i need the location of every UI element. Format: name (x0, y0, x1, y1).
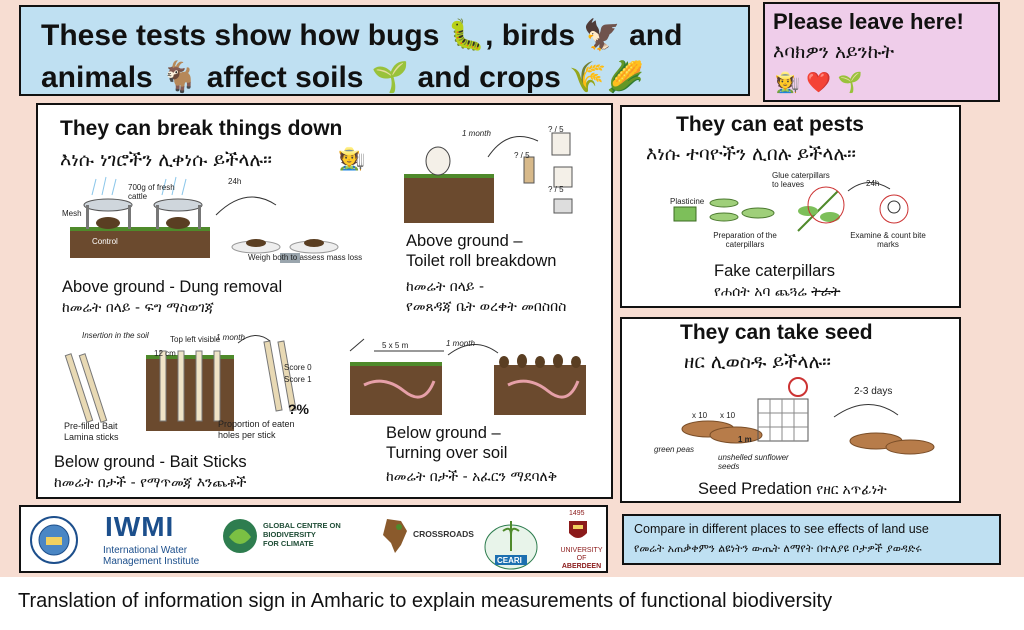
fig-x10-a: x 10 (692, 411, 708, 420)
leave-amharic: እባክዎን አይንኩት (773, 41, 895, 63)
fig-proportion-label: Proportion of eaten holes per stick (218, 419, 295, 440)
pests-amharic: እነሱ ተባዮችን ሊበሉ ይችላሉ። (646, 143, 856, 165)
aberdeen-text-1: UNIVERSITY OF (560, 547, 603, 562)
fig-score-3: ? / 5 (548, 185, 564, 194)
bait-label: Below ground - Bait Sticks (54, 453, 247, 471)
soil-label-1: Below ground – (386, 424, 501, 442)
break-down-heading: They can break things down (60, 117, 343, 140)
seed-amharic: ዘር ሊወስዱ ይችላሉ። (684, 351, 832, 373)
pests-amharic-text: የሐሰት አባ ጨጓሬ (714, 284, 807, 300)
farmer-icon: 🧑‍🌾 (338, 147, 366, 172)
break-down-amharic: እነሱ ነገሮችን ሊቀነሱ ይችላሉ። (60, 149, 272, 171)
gcb-text-3: FOR CLIMATE (263, 539, 314, 548)
gcb-logo-mark (221, 517, 259, 555)
leave-title: Please leave here! (773, 9, 964, 34)
fig-prefilled-label: Pre-filled Bait Lamina sticks (64, 421, 119, 442)
iwmi-name (103, 545, 199, 567)
fig-month-label-3: 1 month (446, 339, 475, 348)
page-title (41, 15, 741, 99)
fig-plasticine-label: Plasticine (670, 197, 705, 206)
leave-icons: 🧑‍🌾 ❤️ 🌱 (775, 70, 863, 94)
arrow (216, 197, 276, 215)
iwmi-name-1: International Water (103, 545, 188, 556)
ceari-logo-text: CEARI (497, 556, 522, 565)
pests-amharic-struck: ትራት (811, 284, 841, 300)
seed-label (698, 479, 887, 499)
fig-12cm-label: 12 cm (154, 349, 176, 358)
seed-label-am: የዘር አጥፊነት (816, 481, 887, 497)
no-bird-icon (789, 378, 807, 396)
gcb-text-2: BIODIVERSITY (263, 530, 316, 539)
crossroads-africa-icon (377, 515, 411, 555)
fig-top-label: Top left visible (170, 335, 221, 344)
fig-prep-label: Preparation of the caterpillars (713, 231, 777, 249)
soil-block (70, 230, 210, 258)
pests-panel (620, 105, 961, 308)
pests-label: Fake caterpillars (714, 262, 836, 280)
toilet-roll (426, 147, 450, 175)
fig-peas-label: green peas (654, 445, 695, 454)
arrow (834, 404, 898, 417)
fig-score0-label: Score 0 (284, 363, 312, 372)
soil-block (404, 177, 494, 223)
fig-insertion-label: Insertion in the soil (82, 331, 149, 340)
dung-pat-2 (166, 217, 190, 229)
leave-notice-box (763, 2, 1000, 102)
aberdeen-text-2: ABERDEEN (561, 563, 602, 570)
toilet-label-1: Above ground – (406, 232, 523, 250)
fig-pct-label: ?% (288, 401, 309, 417)
seed-label-en: Seed Predation (698, 480, 812, 498)
compare-english: Compare in different places to see effects of land use (634, 522, 929, 536)
fig-control-label: Control (92, 237, 118, 246)
compare-box (622, 514, 1001, 565)
toilet-amharic (406, 277, 566, 317)
toilet-label (406, 231, 556, 271)
fig-score-2: ? / 5 (514, 151, 530, 160)
compare-amharic: የመሬት አጠቃቀምን ልዩነትን ውጤት ለማየት በተለያዩ ቦታዎች ያወዳድሩ (634, 542, 922, 555)
soil-label (386, 423, 507, 463)
seed-heading: They can take seed (680, 321, 873, 344)
bait-amharic: ከመሬት በታች - የማጥመጃ እንጨቶች (54, 475, 247, 491)
gcb-text-1: GLOBAL CENTRE ON (263, 521, 341, 530)
title-line-2: animals 🐐 affect soils 🌱 and crops 🌾🌽 (41, 61, 644, 94)
seed-panel (620, 317, 961, 503)
dung-removal-figure (56, 175, 356, 265)
iwmi-logo: IWMI (105, 511, 175, 542)
dung-label: Above ground - Dung removal (62, 278, 283, 296)
fig-glue-label: Glue caterpillars to leaves (772, 171, 830, 189)
pests-amharic-label (714, 284, 840, 300)
aberdeen-year: 1495 (569, 510, 585, 517)
magnifier-icon (888, 201, 900, 213)
aberdeen-logo-text (557, 547, 606, 571)
fig-month-label: 1 month (462, 129, 491, 138)
plasticine-block (674, 207, 696, 221)
title-line-1: These tests show how bugs 🐛, birds 🦅 and (41, 19, 683, 52)
iwmi-name-2: Management Institute (103, 556, 200, 567)
exclusion-cage (758, 399, 808, 441)
gcb-logo-text (263, 521, 341, 548)
aberdeen-crest (567, 519, 589, 543)
fig-1m-label: 1 m (738, 435, 752, 444)
fig-score1-label: Score 1 (284, 375, 312, 384)
seed-dish-2 (710, 427, 762, 443)
pests-heading: They can eat pests (676, 113, 864, 136)
grass-strip (70, 227, 210, 231)
fig-24h-pests: 24h (866, 179, 880, 188)
fig-month-label-2: 1 month (216, 333, 245, 342)
mesh-cage-1 (84, 199, 132, 211)
fig-days-label: 2-3 days (854, 386, 893, 397)
fig-score-1: ? / 5 (548, 125, 564, 134)
toilet-label-2: Toilet roll breakdown (406, 252, 557, 270)
partner-logos (19, 505, 608, 573)
fig-x10-b: x 10 (720, 411, 736, 420)
soil-label-2: Turning over soil (386, 444, 508, 462)
fig-size-label: 5 x 5 m (382, 341, 409, 350)
crossroads-logo-text: CROSSROADS (413, 529, 474, 539)
toilet-amharic-2: የመጸዳጃ ቤት ወረቀት መበስበስ (406, 299, 567, 315)
fig-sunflower-label: unshelled sunflower seeds (718, 453, 789, 471)
toilet-roll-figure (398, 127, 588, 227)
toilet-amharic-1: ከመሬት በላይ - (406, 279, 485, 295)
fig-mesh-label: Mesh (62, 209, 82, 218)
fig-weigh-label: Weigh both to assess mass loss (248, 253, 363, 262)
dung-amharic: ከመሬት በላይ - ፍግ ማስወገጃ (62, 300, 214, 316)
break-down-panel (36, 103, 613, 499)
university-seal-logo (29, 515, 79, 565)
arrow (488, 137, 538, 157)
fig-24h: 24h (228, 177, 242, 186)
title-box (19, 5, 750, 96)
fig-dung-label: 700g of fresh cattle (128, 183, 175, 201)
soil-amharic: ከመሬት በታች - አፈርን ማደባለቅ (386, 469, 558, 485)
figure-caption: Translation of information sign in Amharic to explain measurements of functional biodiversity (18, 590, 833, 612)
dung-pat-1 (96, 217, 120, 229)
fig-examine-label: Examine & count bite marks (850, 231, 926, 249)
